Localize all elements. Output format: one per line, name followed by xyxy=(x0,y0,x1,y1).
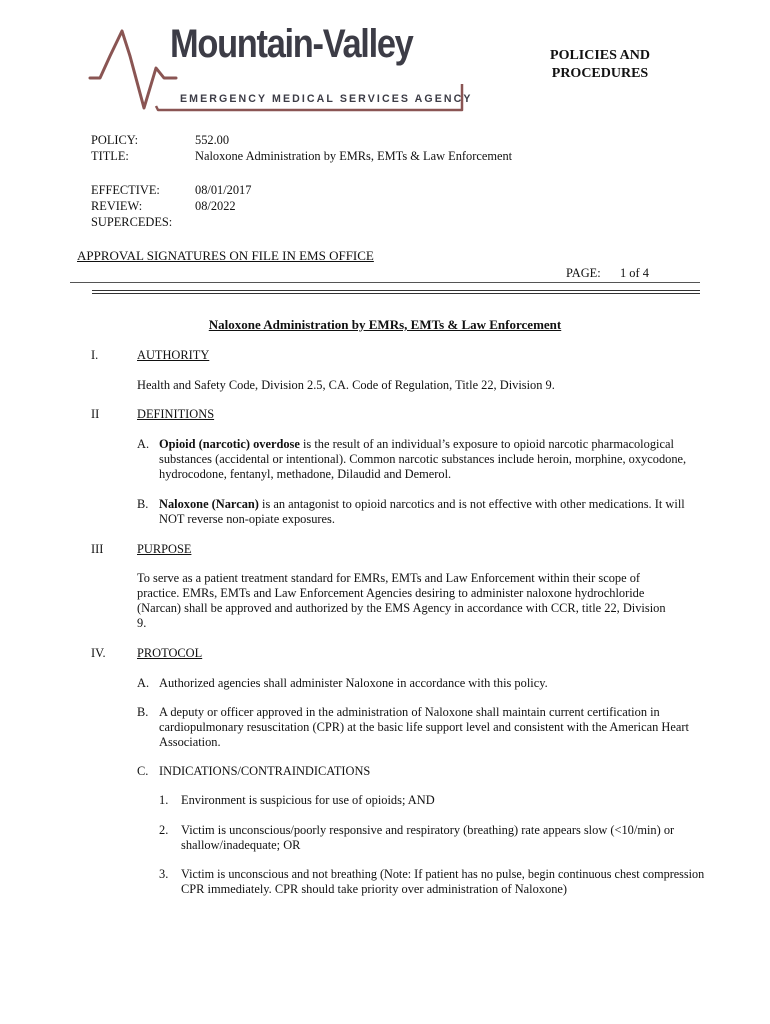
title-value: Naloxone Administration by EMRs, EMTs & Law Enforcement xyxy=(195,149,513,163)
doc-type-line1: POLICIES AND xyxy=(550,48,650,63)
section-heading-definitions: DEFINITIONS xyxy=(137,407,215,421)
effective-value: 08/01/2017 xyxy=(195,183,252,197)
authority-text: Health and Safety Code, Division 2.5, CA. Code of Regulation, Title 22, Division 9. xyxy=(137,378,555,392)
definition-naloxone-line1 xyxy=(159,497,685,512)
definition-opioid-line3: hydrocodone, fentanyl, methadone, Dilaudid and Demerol. xyxy=(159,467,452,481)
policy-label: POLICY: xyxy=(91,133,139,147)
logo-wordmark: Mountain-Valley xyxy=(170,22,413,66)
purpose-line1: To serve as a patient treatment standard for EMRs, EMTs and Law Enforcement within their scope of xyxy=(137,571,641,585)
heartbeat-line-icon xyxy=(90,31,176,108)
section-heading-purpose: PURPOSE xyxy=(137,542,192,556)
definition-opioid-text: is the result of an individual’s exposure to opioid narcotic pharmacological xyxy=(299,437,674,451)
purpose-line2: practice. EMRs, EMTs and Law Enforcement Agencies desiring to administer naloxone hydrochloride xyxy=(137,586,645,600)
protocol-b-line1: A deputy or officer approved in the administration of Naloxone shall maintain current certification in xyxy=(159,705,660,719)
logo-subtitle: EMERGENCY MEDICAL SERVICES AGENCY xyxy=(180,93,473,105)
section-heading-protocol: PROTOCOL xyxy=(137,646,203,660)
list-marker: B. xyxy=(137,705,149,719)
doc-type-line2: PROCEDURES xyxy=(551,66,649,81)
definition-opioid-line1 xyxy=(159,437,674,452)
header-rule xyxy=(70,282,700,283)
section-number: I. xyxy=(91,348,99,362)
list-marker: B. xyxy=(137,497,149,511)
purpose-line4: 9. xyxy=(137,616,147,630)
indication-3-line1: Victim is unconscious and not breathing (Note: If patient has no pulse, begin continuous chest compression xyxy=(181,867,705,881)
section-number: II xyxy=(91,407,100,421)
review-label: REVIEW: xyxy=(91,199,143,213)
supercedes-label: SUPERCEDES: xyxy=(91,215,173,229)
list-marker: 3. xyxy=(159,867,169,881)
purpose-line3: (Narcan) shall be approved and authorized by the EMS Agency in accordance with CCR, title 22, Division xyxy=(137,601,666,615)
list-marker: 2. xyxy=(159,823,169,837)
page-label: PAGE: xyxy=(566,266,601,280)
list-marker: C. xyxy=(137,764,149,778)
policy-value: 552.00 xyxy=(195,133,230,147)
protocol-c-heading: INDICATIONS/CONTRAINDICATIONS xyxy=(159,764,371,778)
definition-naloxone-text: is an antagonist to opioid narcotics and is not effective with other medications. It will xyxy=(258,497,685,511)
double-rule-top xyxy=(92,290,700,291)
definition-term-opioid: Opioid (narcotic) overdose xyxy=(159,437,300,451)
effective-label: EFFECTIVE: xyxy=(91,183,160,197)
page-value: 1 of 4 xyxy=(620,266,649,280)
document-title: Naloxone Administration by EMRs, EMTs & Law Enforcement xyxy=(208,317,562,332)
section-number: III xyxy=(91,542,104,556)
title-label: TITLE: xyxy=(91,149,129,163)
definition-term-naloxone: Naloxone (Narcan) xyxy=(159,497,259,511)
review-value: 08/2022 xyxy=(195,199,236,213)
protocol-b-line3: Association. xyxy=(159,735,221,749)
protocol-a-text: Authorized agencies shall administer Naloxone in accordance with this policy. xyxy=(159,676,548,690)
list-marker: A. xyxy=(137,437,150,451)
approval-notice: APPROVAL SIGNATURES ON FILE IN EMS OFFICE xyxy=(77,248,374,263)
section-number: IV. xyxy=(91,646,106,660)
indication-2-line2: shallow/inadequate; OR xyxy=(181,838,301,852)
double-rule-bottom xyxy=(92,293,700,294)
definition-opioid-line2: substances (accidental or intentional). Common narcotic substances include heroin, morphine, oxycodone, xyxy=(159,452,687,466)
protocol-b-line2: cardiopulmonary resuscitation (CPR) at the basic life support level and consistent with the American Heart xyxy=(159,720,689,734)
section-heading-authority: AUTHORITY xyxy=(137,348,210,362)
indication-3-line2: CPR immediately. CPR should take priority over administration of Naloxone) xyxy=(181,882,568,896)
doc-type xyxy=(520,47,680,83)
list-marker: 1. xyxy=(159,793,169,807)
definition-naloxone-line2: NOT reverse non-opiate exposures. xyxy=(159,512,335,526)
indication-1-text: Environment is suspicious for use of opioids; AND xyxy=(181,793,435,807)
list-marker: A. xyxy=(137,676,150,690)
indication-2-line1: Victim is unconscious/poorly responsive and respiratory (breathing) rate appears slow (<10/min) or xyxy=(181,823,675,837)
